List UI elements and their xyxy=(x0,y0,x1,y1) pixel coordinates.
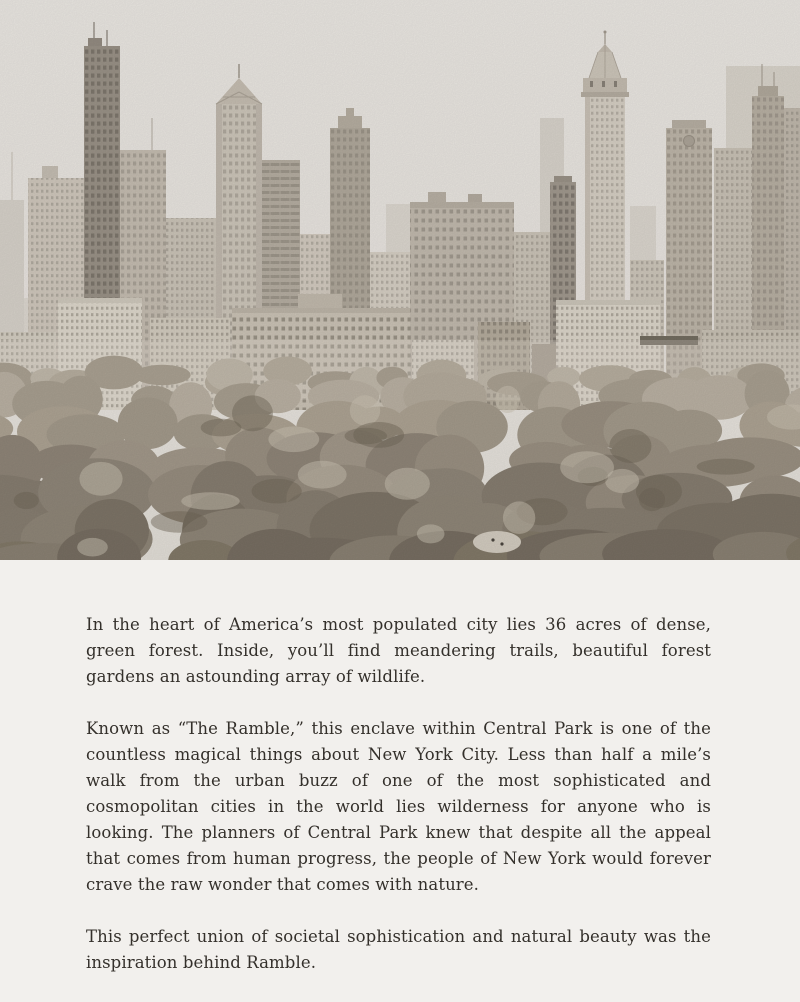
paragraph-intro: In the heart of America’s most populated city lies 36 acres of dense, green forest. Inside, you’ll find meandering trails, beautiful forest gardens an astounding array of wildlife. xyxy=(86,612,711,690)
article xyxy=(86,612,711,1002)
paragraph-ramble: Known as “The Ramble,” this enclave within Central Park is one of the countless magical things about New York City. Less than half a mile’s walk from the urban buzz of one of the most sophisticated and cosmopolitan cities in the world lies wilderness for anyone who is looking. The planners of Central Park knew that despite all the appeal that comes from human progress, the people of New York would forever crave the raw wonder that comes with nature. xyxy=(86,716,711,898)
paragraph-inspiration: This perfect union of societal sophistication and natural beauty was the inspiration behind Ramble. xyxy=(86,924,711,976)
